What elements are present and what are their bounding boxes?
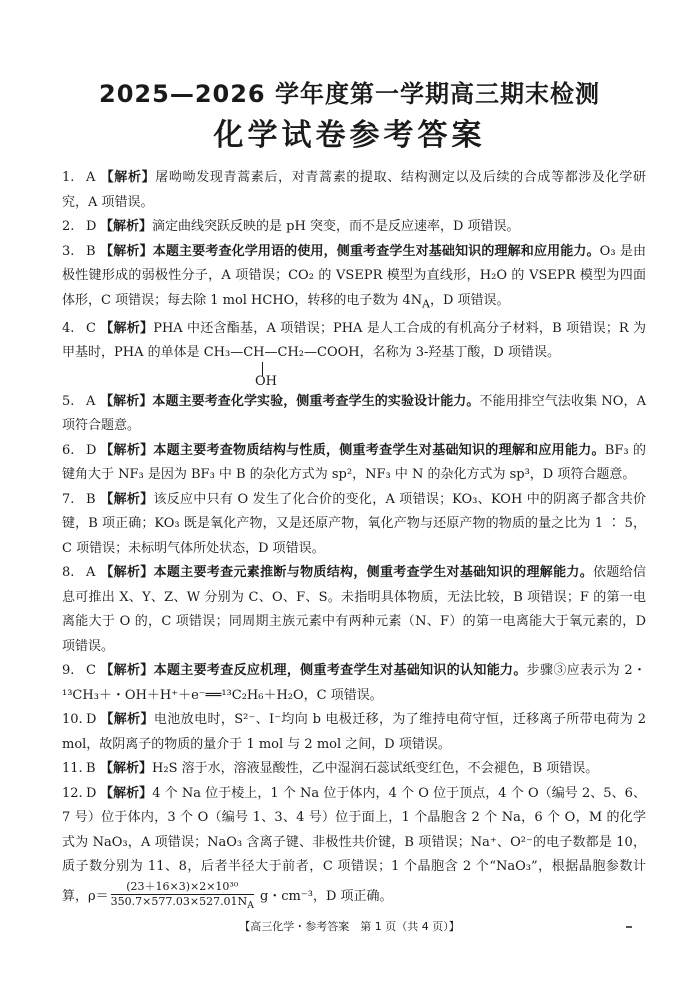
answer-item [62, 659, 646, 708]
analysis-tag: 【解析】 [100, 219, 153, 234]
analysis-tag: 【解析】 [100, 442, 154, 458]
analysis-text: 屠呦呦发现青蒿素后，对青蒿素的提取、结构测定以及后续的合成等都涉及化学研究，A 项错误。 [62, 170, 646, 210]
answer-item [62, 240, 646, 317]
answer-item [62, 215, 646, 240]
analysis-tag: 【解析】 [100, 565, 154, 581]
answer-item [62, 757, 646, 782]
analysis-text: 该反应中只有 O 发生了化合价的变化，A 项错误；KO₃、KOH 中的阴离子都含共价键，B 项正确；KO₃ 既是氧化产物，又是还原产物，氧化产物与还原产物的物质的量之比为 1 ∶ 5，C 项错误；未标明气体所处状态，D 项错误。 [62, 491, 646, 556]
question-number: 6. [62, 442, 75, 458]
answer-letter: D [86, 442, 97, 458]
analysis-text: BF₃ 的键角大于 NF₃ 是因为 BF₃ 中 B 的杂化方式为 sp²，NF₃ 中 N 的杂化方式为 sp³，D 项符合题意。 [62, 442, 646, 483]
analysis-tag: 【解析】 [100, 712, 154, 728]
focus-statement: 本题主要考查反应机理，侧重考查学生对基础知识的认知能力。 [153, 663, 527, 679]
focus-statement: 本题主要考查物质结构与性质，侧重考查学生对基础知识的理解和应用能力。 [153, 442, 605, 458]
density-formula: 算，ρ＝ $\frac{\text{(23＋16×3)×2×10³⁰}}{350.7\times 577.03\times 527.01N_A}$ g・cm⁻³，D 项正确。 [62, 879, 393, 911]
analysis-tag: 【解析】 [100, 785, 153, 801]
answer-letter: A [86, 393, 96, 409]
corner-mark [626, 926, 632, 928]
focus-statement: 本题主要考查化学用语的使用，侧重考查学生对基础知识的理解和应用能力。 [152, 243, 600, 259]
answer-letter: D [86, 219, 97, 234]
answer-letter: A [86, 565, 96, 581]
question-number: 2. [62, 219, 75, 234]
answer-letter: D [86, 712, 97, 728]
answer-list [62, 166, 646, 913]
analysis-text: 步骤③应表示为 2・¹³CH₃＋・OH＋H⁺＋e⁻══¹³C₂H₆＋H₂O，C 项错误。 [62, 663, 646, 703]
answer-letter: C [86, 663, 96, 679]
answer-item [62, 166, 646, 215]
analysis-text: O₃ 是由极性键形成的弱极性分子，A 项错误；CO₂ 的 VSEPR 模型为直线形，H₂O 的 VSEPR 模型为四面体形，C 项错误；每去除 1 mol HCHO，转移的电子数为 $4N_A$，D 项错误。 [62, 243, 646, 311]
answer-letter: D [86, 785, 97, 801]
answer-item [62, 317, 646, 366]
focus-statement: 本题主要考查元素推断与物质结构，侧重考查学生对基础知识的理解能力。 [153, 565, 594, 581]
question-number: 11. [62, 761, 83, 777]
focus-statement: 本题主要考查化学实验，侧重考查学生的实验设计能力。 [152, 393, 480, 409]
page-footer: 【高三化学・参考答案 第 1 页（共 4 页）】 [239, 920, 460, 933]
answer-item [62, 708, 646, 757]
structure-branch: OH [62, 366, 646, 390]
analysis-tag: 【解析】 [100, 393, 153, 409]
answer-item [62, 488, 646, 562]
answer-item [62, 439, 646, 488]
document-subtitle: 化学试卷参考答案 [213, 118, 486, 153]
answer-letter: B [86, 761, 96, 777]
answer-item [62, 390, 646, 439]
analysis-text: H₂S 溶于水，溶液显酸性，乙中湿润石蕊试纸变红色，不会褪色，B 项错误。 [152, 761, 599, 777]
analysis-text: 依题给信息可推出 X、Y、Z、W 分别为 C、O、F、S。未指明具体物质，无法比较，B 项错误；F 的第一电离能大于 O 的，C 项错误；同周期主族元素中有两种元素（N、F）的第一电离能大于氧元素的，D 项错误。 [62, 565, 646, 654]
question-number: 10. [62, 712, 83, 728]
question-number: 12. [62, 785, 83, 801]
analysis-tag: 【解析】 [100, 491, 154, 507]
question-number: 7. [62, 491, 75, 507]
question-number: 8. [62, 565, 75, 581]
answer-letter: A [86, 170, 96, 185]
analysis-tag: 【解析】 [100, 320, 154, 336]
analysis-tag: 【解析】 [100, 243, 153, 259]
analysis-text: PHA 中还含酯基，A 项错误；PHA 是人工合成的有机高分子材料，B 项错误；R 为甲基时，PHA 的单体是 CH₃—CH—CH₂—COOH，名称为 3-羟基丁酸，D 项错误。 [62, 320, 646, 361]
question-number: 4. [62, 320, 75, 336]
exam-title: 2025—2026 学年度第一学期高三期末检测 [99, 80, 600, 108]
analysis-tag: 【解析】 [100, 663, 154, 679]
analysis-text: 滴定曲线突跃反映的是 pH 突变，而不是反应速率，D 项错误。 [152, 219, 520, 234]
analysis-tag: 【解析】 [100, 170, 156, 185]
answer-item [62, 782, 646, 913]
answer-item [62, 561, 646, 659]
question-number: 9. [62, 663, 75, 679]
answer-letter: B [86, 491, 96, 507]
answer-letter: C [86, 320, 96, 336]
answer-letter: B [86, 243, 96, 259]
analysis-text: 不能用排空气法收集 NO，A 项符合题意。 [62, 393, 646, 434]
question-number: 5. [62, 393, 75, 409]
analysis-text: 4 个 Na 位于棱上，1 个 Na 位于体内，4 个 O 位于顶点，4 个 O（编号 2、5、6、7 号）位于体内，3 个 O（编号 1、3、4 号）位于面上，1 个晶胞含 2 个 Na，6 个 O，M 的化学式为 NaO₃，A 项错误；NaO₃ 含离子键、非极性共价键，B 项错误；Na⁺、O²⁻的电子数都是 10，质子数分别为 11、8，后者半径大于前者，C 项错误；1 个晶胞含 2 个“NaO₃”，根据晶胞参数计 [62, 785, 646, 875]
question-number: 1. [62, 170, 75, 185]
analysis-tag: 【解析】 [100, 761, 153, 777]
analysis-text: 电池放电时，S²⁻、I⁻均向 b 电极迁移，为了维持电荷守恒，迁移离子所带电荷为 2 mol，故阴离子的物质的量介于 1 mol 与 2 mol 之间，D 项错误。 [62, 712, 646, 752]
question-number: 3. [62, 243, 75, 259]
